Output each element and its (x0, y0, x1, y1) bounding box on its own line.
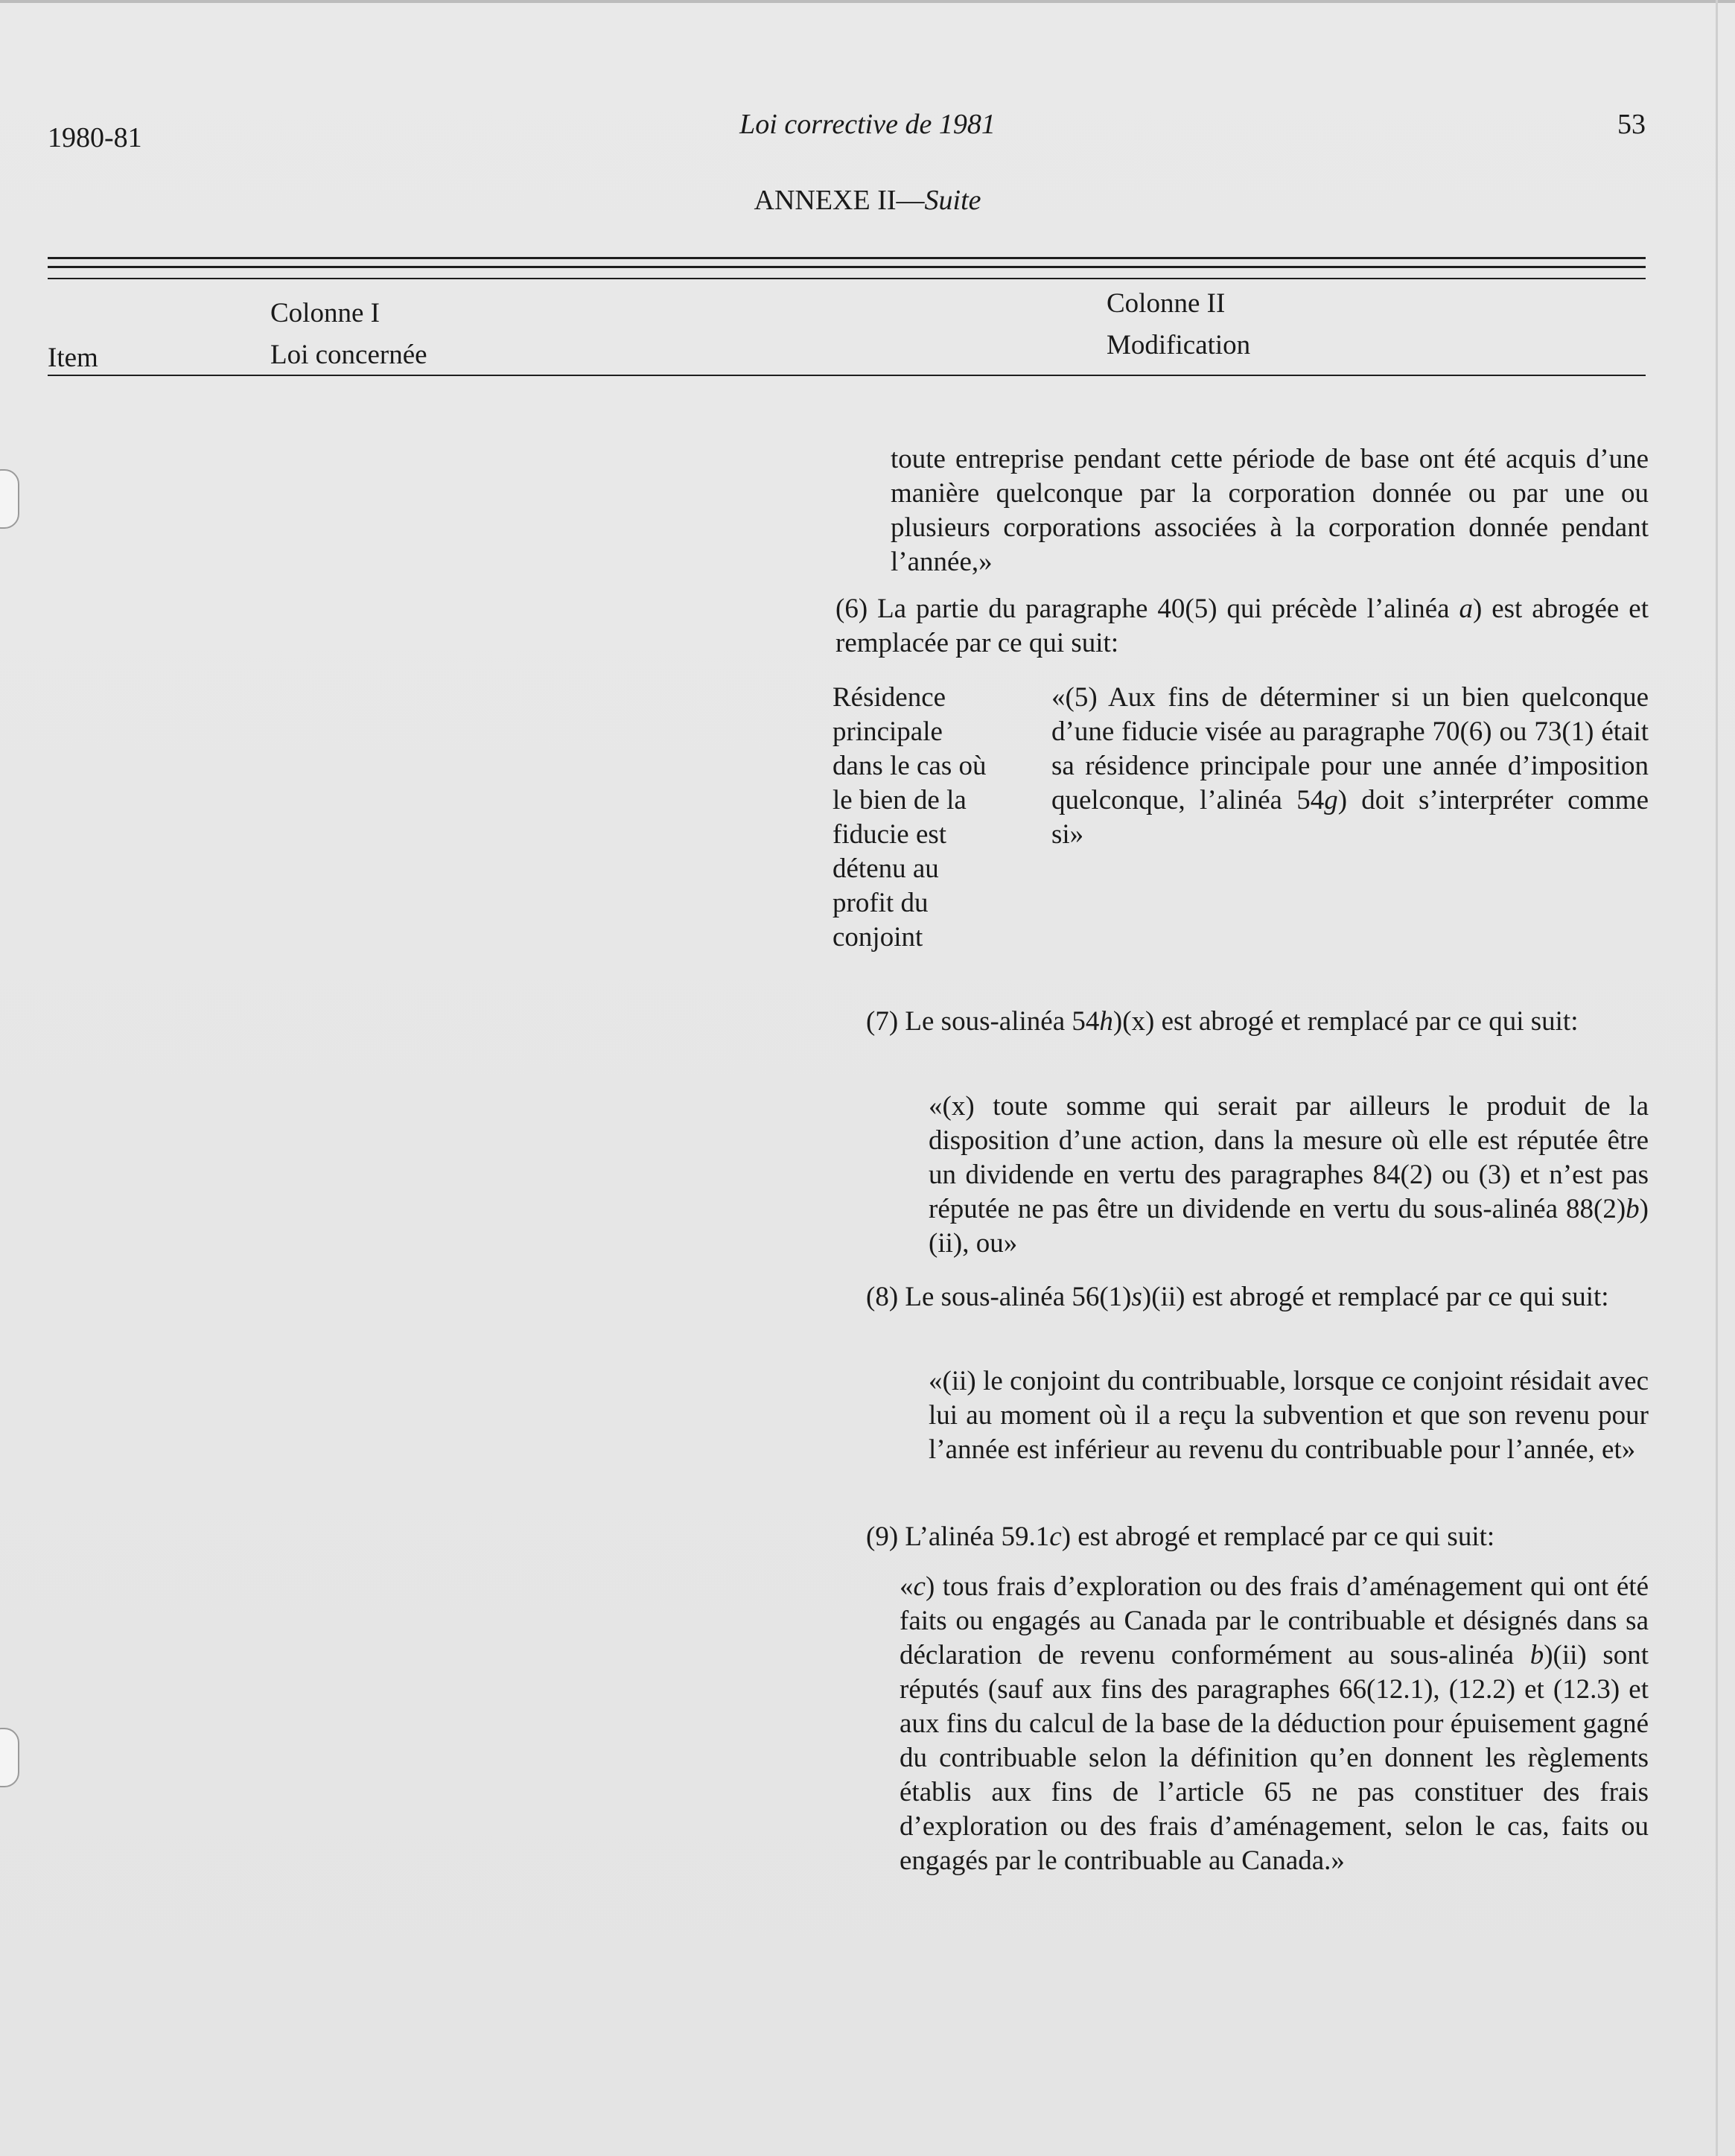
paragraph-9 (866, 1520, 1649, 1554)
paragraph-7-text-a: (7) Le sous-alinéa 54 (866, 1006, 1100, 1037)
column-1-subtitle: Loi concernée (270, 340, 427, 370)
margin-note-line: dans le cas où (833, 751, 987, 781)
paragraph-7-italic: h (1099, 1006, 1113, 1037)
subsection-5-quote (1051, 681, 1649, 852)
column-1-title: Colonne I (270, 298, 380, 328)
margin-note-line: conjoint (833, 922, 923, 953)
quote-c-open: « (900, 1571, 914, 1602)
paragraph-9-italic: c (1049, 1521, 1062, 1552)
column-header-2 (1107, 283, 1250, 366)
binder-hole-bottom (0, 1728, 19, 1787)
annex-title-main: ANNEXE II— (754, 185, 925, 216)
margin-note (833, 681, 1034, 955)
paragraph-c-quote (900, 1570, 1649, 1878)
quote-5-italic: g (1324, 785, 1338, 815)
margin-note-line: profit du (833, 888, 929, 918)
subparagraph-ii-quote: «(ii) le conjoint du contribuable, lorsque ce conjoint résidait avec lui au moment où il a reçu la subvention et que son revenu pour l’année est inférieur au revenu du contribuable pour l’année, et» (929, 1366, 1649, 1465)
paragraph-8-text-b: )(ii) est abrogé et remplacé par ce qui suit: (1142, 1282, 1609, 1312)
margin-note-line: Résidence (833, 682, 946, 713)
paragraph-8-italic: s (1131, 1282, 1142, 1312)
quote-x-text-a: «(x) toute somme qui serait par ailleurs le produit de la disposition d’une action, dans la mesure où elle est réputée être un dividende en vertu des paragraphes 84(2) ou (3) et n’est pas réputée ne pas être un dividende en vertu du sous-alinéa 88(2) (929, 1091, 1649, 1224)
header-year: 1980-81 (48, 122, 142, 153)
paragraph-continuation: toute entreprise pendant cette période de base ont été acquis d’une manière quelconque par la corporation donnée ou par une ou plusieurs corporations associées à la corporation donnée pendant l’année,» (891, 444, 1649, 577)
paragraph-7-text-b: )(x) est abrogé et remplacé par ce qui suit: (1112, 1006, 1579, 1037)
table-header-rule (48, 375, 1646, 376)
table-top-rule-1 (48, 257, 1646, 259)
quote-c-italic-b: b (1529, 1640, 1544, 1670)
table-top-rule-2 (48, 266, 1646, 268)
column-header-item: Item (48, 343, 98, 373)
annex-title (0, 184, 1735, 217)
subparagraph-x-quote (929, 1090, 1649, 1261)
quote-c-text-b: )(ii) sont réputés (sauf aux fins des paragraphes 66(12.1), (12.2) et (12.3) et aux fins du calcul de la base de la déduction pour épuisement gagné du contribuable selon la définition qu’en donnent les règlements établis aux fins de l’article 65 ne pas constituer des frais d’exploration ou des frais d’aménagement, selon le cas, faits ou engagés par le contribuable au Canada.» (900, 1640, 1649, 1876)
column-2-subtitle: Modification (1107, 330, 1251, 360)
paragraph-8 (866, 1280, 1649, 1314)
paragraph-6-italic: a (1459, 594, 1473, 624)
margin-note-line: détenu au (833, 853, 939, 884)
margin-note-line: principale (833, 716, 943, 747)
quote-c-text-a: ) tous frais d’exploration ou des frais d’aménagement qui ont été faits ou engagés au Canada par le contribuable et désignés dans sa déclaration de revenu conformément au sous-alinéa (900, 1571, 1649, 1670)
quote-x-italic: b (1626, 1194, 1640, 1224)
paragraph-9-text-a: (9) L’alinéa 59.1 (866, 1521, 1050, 1552)
quote-5-text-b: ) doit s’interpréter comme si» (1051, 785, 1649, 850)
paragraph-6-text-b: ) est abrogée et remplacée par ce qui suit: (835, 594, 1649, 658)
page-right-edge (1716, 0, 1718, 2156)
paragraph-9-text-b: ) est abrogé et remplacé par ce qui suit: (1061, 1521, 1495, 1552)
paragraph-7 (866, 1005, 1649, 1039)
column-header-1 (270, 293, 427, 376)
paragraph-6-text-a: (6) La partie du paragraphe 40(5) qui précède l’alinéa (835, 594, 1459, 624)
table-top-rule-3 (48, 278, 1646, 279)
page-number: 53 (1617, 109, 1646, 140)
margin-note-line: fiducie est (833, 819, 947, 850)
quote-5-text-a: «(5) Aux fins de déterminer si un bien quelconque d’une fiducie visée au paragraphe 70(6) ou 73(1) était sa résidence principale pour une année d’imposition quelconque, l’alinéa 54 (1051, 682, 1649, 815)
margin-note-line: le bien de la (833, 785, 967, 815)
column-2-title: Colonne II (1107, 288, 1226, 319)
paragraph-6 (835, 592, 1649, 661)
quote-x-text-b: )(ii), ou» (929, 1194, 1649, 1259)
annex-title-suffix: Suite (924, 185, 981, 216)
quote-c-italic-c: c (913, 1571, 926, 1602)
binder-hole-top (0, 469, 19, 529)
page-top-edge (0, 0, 1735, 3)
header-title: Loi corrective de 1981 (739, 109, 996, 140)
paragraph-8-text-a: (8) Le sous-alinéa 56(1) (866, 1282, 1132, 1312)
